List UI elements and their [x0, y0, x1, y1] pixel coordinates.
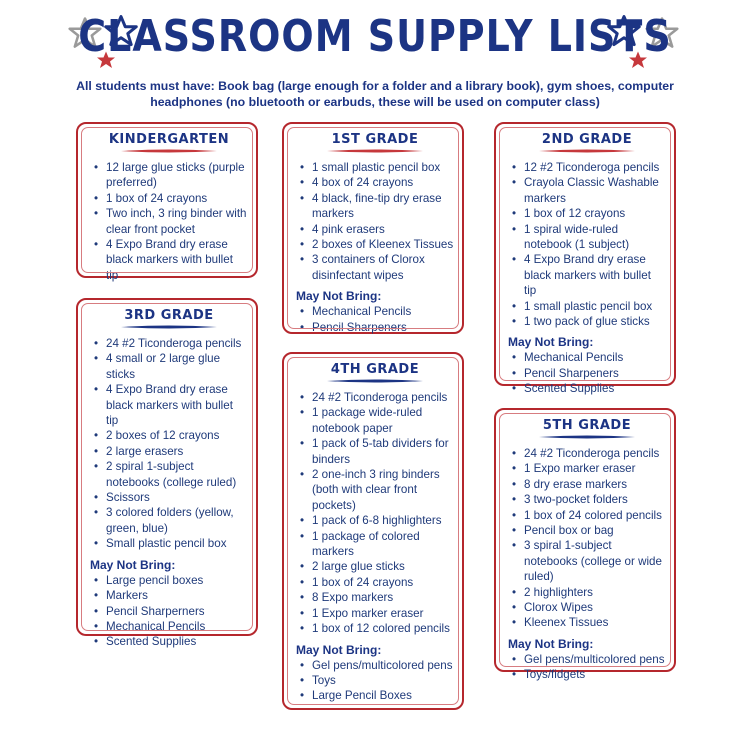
- list-item: • Small plastic pencil box: [106, 536, 248, 551]
- card-4th-grade: [282, 352, 464, 710]
- list-item: • Toys: [312, 673, 454, 688]
- card-2nd-grade: [494, 122, 676, 396]
- list-item: • 4 Expo Brand dry erase black markers with bullet tip: [106, 382, 248, 428]
- list-item: • Mechanical Pencils: [524, 350, 666, 365]
- list-item: • 2 boxes of Kleenex Tissues: [312, 237, 454, 252]
- supply-list: [296, 390, 454, 637]
- list-item: • 2 large erasers: [106, 444, 248, 459]
- list-item: • 1 box of 12 crayons: [524, 206, 666, 221]
- list-item: • 2 boxes of 12 crayons: [106, 428, 248, 443]
- list-item: • 24 #2 Ticonderoga pencils: [312, 390, 454, 405]
- list-item: • 1 Expo marker eraser: [524, 461, 666, 476]
- may-not-bring-heading: May Not Bring:: [90, 557, 176, 572]
- list-item: • Toys/fidgets: [524, 667, 666, 682]
- list-item: • Scented Supplies: [106, 634, 248, 649]
- list-item: • 1 spiral wide-ruled notebook (1 subject): [524, 222, 666, 253]
- list-item: • Kleenex Tissues: [524, 615, 666, 630]
- list-item: • Pencil Sharpeners: [524, 366, 666, 381]
- list-item: • Pencil Sharpeners: [312, 320, 454, 335]
- may-not-bring-list: [296, 658, 454, 704]
- list-item: • 1 Expo marker eraser: [312, 606, 454, 621]
- list-item: • 4 Expo Brand dry erase black markers with bullet tip: [524, 252, 666, 298]
- list-item: • Large pencil boxes: [106, 573, 248, 588]
- list-item: • Scissors: [106, 490, 248, 505]
- list-item: • 1 package wide-ruled notebook paper: [312, 405, 454, 436]
- may-not-bring-list: [508, 350, 666, 396]
- supply-list: [508, 160, 666, 329]
- list-item: • 4 pink erasers: [312, 222, 454, 237]
- list-item: • 1 box of 24 crayons: [106, 191, 248, 206]
- list-item: • 4 Expo Brand dry erase black markers with bullet tip: [106, 237, 248, 283]
- card-heading: 5TH GRADE: [542, 418, 632, 433]
- list-item: • 1 two pack of glue sticks: [524, 314, 666, 329]
- list-item: • Crayola Classic Washable markers: [524, 175, 666, 206]
- may-not-bring-heading: May Not Bring:: [508, 335, 594, 350]
- card-kindergarten: [76, 122, 258, 282]
- list-item: • Pencil Sharperners: [106, 604, 248, 619]
- list-item: • 3 colored folders (yellow, green, blue): [106, 505, 248, 536]
- supply-list: [90, 336, 248, 552]
- list-item: • Large Pencil Boxes: [312, 688, 454, 703]
- list-item: • 1 box of 24 crayons: [312, 575, 454, 590]
- card-heading: 2ND GRADE: [541, 132, 633, 147]
- list-item: • 3 spiral 1-subject notebooks (college or wide ruled): [524, 538, 666, 584]
- list-item: • 3 containers of Clorox disinfectant wipes: [312, 252, 454, 283]
- list-item: • 4 black, fine-tip dry erase markers: [312, 191, 454, 222]
- list-item: • Two inch, 3 ring binder with clear front pocket: [106, 206, 248, 237]
- list-item: • Markers: [106, 588, 248, 603]
- supply-list: [296, 160, 454, 283]
- list-item: • 2 highlighters: [524, 585, 666, 600]
- may-not-bring-list: [508, 652, 666, 683]
- page-title: CLASSROOM SUPPLY LISTS: [78, 10, 672, 62]
- list-item: • 12 large glue sticks (purple preferred): [106, 160, 248, 191]
- card-heading: 4TH GRADE: [330, 362, 420, 377]
- list-item: • 12 #2 Ticonderoga pencils: [524, 160, 666, 175]
- list-item: • Mechanical Pencils: [106, 619, 248, 634]
- may-not-bring-heading: May Not Bring:: [508, 636, 594, 651]
- list-item: • Scented Supplies: [524, 381, 666, 396]
- brush-stroke-divider: [537, 434, 637, 440]
- list-item: • 1 pack of 5-tab dividers for binders: [312, 436, 454, 467]
- card-heading: KINDERGARTEN: [108, 132, 230, 147]
- list-item: • 24 #2 Ticonderoga pencils: [524, 446, 666, 461]
- list-item: • 2 one-inch 3 ring binders (both with clear front pockets): [312, 467, 454, 513]
- brush-stroke-divider: [325, 148, 425, 154]
- brush-stroke-divider: [537, 148, 637, 154]
- list-item: • 8 dry erase markers: [524, 477, 666, 492]
- list-item: • 8 Expo markers: [312, 590, 454, 605]
- list-item: • 4 small or 2 large glue sticks: [106, 351, 248, 382]
- brush-stroke-divider: [325, 378, 425, 384]
- card-5th-grade: [494, 408, 676, 682]
- list-item: • 4 box of 24 crayons: [312, 175, 454, 190]
- list-item: • 1 small plastic pencil box: [312, 160, 454, 175]
- brush-stroke-divider: [119, 324, 219, 330]
- intro-text: All students must have: Book bag (large enough for a folder and a library book), gym shoes, computer headphones (no bluetooth or earbuds, these will be used on computer class): [76, 79, 674, 109]
- may-not-bring-list: [296, 304, 454, 335]
- list-item: • 1 pack of 6-8 highlighters: [312, 513, 454, 528]
- may-not-bring-heading: May Not Bring:: [296, 289, 382, 304]
- list-item: • Gel pens/multicolored pens: [524, 652, 666, 667]
- list-item: • 2 large glue sticks: [312, 559, 454, 574]
- list-item: • 1 box of 24 colored pencils: [524, 508, 666, 523]
- card-heading: 1ST GRADE: [331, 132, 419, 147]
- may-not-bring-list: [90, 573, 248, 650]
- supply-list: [508, 446, 666, 631]
- list-item: • Clorox Wipes: [524, 600, 666, 615]
- list-item: • 1 small plastic pencil box: [524, 299, 666, 314]
- list-item: • Gel pens/multicolored pens: [312, 658, 454, 673]
- card-3rd-grade: [76, 298, 258, 649]
- list-item: • Mechanical Pencils: [312, 304, 454, 319]
- may-not-bring-heading: May Not Bring:: [296, 642, 382, 657]
- list-item: • 2 spiral 1-subject notebooks (college ruled): [106, 459, 248, 490]
- supply-list: [90, 160, 248, 283]
- list-item: • Pencil box or bag: [524, 523, 666, 538]
- card-1st-grade: [282, 122, 464, 334]
- brush-stroke-divider: [119, 148, 219, 154]
- list-item: • 3 two-pocket folders: [524, 492, 666, 507]
- list-item: • 1 box of 12 colored pencils: [312, 621, 454, 636]
- list-item: • 24 #2 Ticonderoga pencils: [106, 336, 248, 351]
- card-heading: 3RD GRADE: [124, 308, 214, 323]
- list-item: • 1 package of colored markers: [312, 529, 454, 560]
